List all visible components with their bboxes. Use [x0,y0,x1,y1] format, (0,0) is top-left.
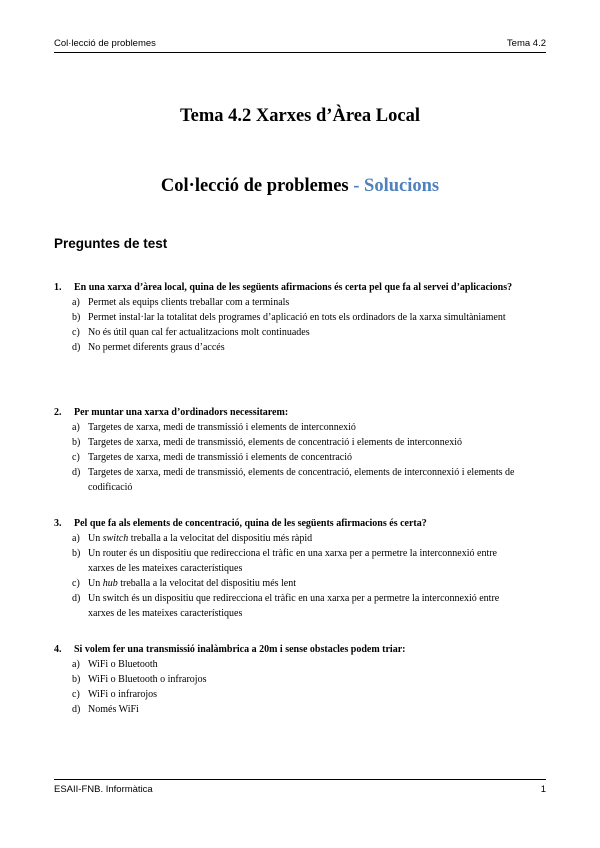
option-letter: a) [72,533,80,544]
page-header [54,36,546,53]
page-number: 1 [540,784,546,795]
option-a [54,295,522,310]
option-d [54,702,522,717]
header-doc-title: Col·lecció de problemes [54,38,156,49]
option-text: WiFi o infrarojos [88,689,158,700]
option-d [54,340,522,355]
section-title: Preguntes de test [54,236,168,251]
subtitle-solutions: - Solucions [353,176,440,196]
option-letter: a) [72,659,80,670]
option-a [54,420,522,435]
option-b [54,310,522,325]
option-term-italic: switch [102,533,129,544]
question-3 [54,516,522,621]
option-letter: c) [72,327,80,338]
option-letter: d) [72,593,81,604]
option-letter: b) [72,437,81,448]
question-2 [54,405,522,495]
page-subtitle [0,176,600,197]
option-b [54,672,522,687]
question-4 [54,642,522,717]
option-text: Un switch treballa a la velocitat del dispositiu més ràpid [88,533,313,544]
option-text: Targetes de xarxa, medi de transmissió, elements de concentració i elements de interconnexió [88,437,462,448]
option-text: Permet instal·lar la totalitat dels programes d’aplicació en tots els ordinadors de la xarxa simultàniament [88,312,506,323]
option-text: Targetes de xarxa, medi de transmissió i elements de concentració [88,452,353,463]
question-1 [54,280,522,355]
option-text: No és útil quan cal fer actualitzacions molt continuades [88,327,310,338]
option-letter: d) [72,342,81,353]
option-text: Permet als equips clients treballar com a terminals [88,297,290,308]
option-b [54,435,522,450]
question-number: 4. [54,644,62,655]
option-b [54,546,522,576]
option-c [54,687,522,702]
option-text: WiFi o Bluetooth [88,659,158,670]
option-text: Un router és un dispositiu que redirecciona el tràfic en una xarxa per a permetre la interconnexió entre xarxes de les mateixes característiques [88,548,497,574]
question-text: Per muntar una xarxa d’ordinadors necessitarem: [74,407,289,418]
option-text: WiFi o Bluetooth o infrarojos [88,674,207,685]
option-text: No permet diferents graus d’accés [88,342,225,353]
option-letter: d) [72,704,81,715]
option-text: Només WiFi [88,704,139,715]
option-letter: c) [72,452,80,463]
question-number: 1. [54,282,62,293]
option-a [54,531,522,546]
option-letter: a) [72,297,80,308]
option-letter: c) [72,578,80,589]
option-letter: b) [72,312,81,323]
option-d [54,465,522,495]
option-c [54,576,522,591]
question-text: Pel que fa als elements de concentració, quina de les següents afirmacions és certa? [74,518,427,529]
question-text: En una xarxa d’àrea local, quina de les següents afirmacions és certa pel que fa al servei d’aplicacions? [74,282,513,293]
option-c [54,325,522,340]
footer-course: ESAII-FNB. Informàtica [54,784,153,795]
option-text: Un hub treballa a la velocitat del dispositiu més lent [88,578,297,589]
option-term-italic: hub [102,578,118,589]
option-a [54,657,522,672]
option-c [54,450,522,465]
option-letter: b) [72,674,81,685]
question-number: 3. [54,518,62,529]
page-title: Tema 4.2 Xarxes d’Àrea Local [180,106,420,126]
option-letter: a) [72,422,80,433]
option-d [54,591,522,621]
option-text: Un switch és un dispositiu que redirecciona el tràfic en una xarxa per a permetre la interconnexió entre xarxes de les mateixes característiques [88,593,500,619]
option-text: Targetes de xarxa, medi de transmissió, elements de concentració, elements de interconnexió i elements de codificació [88,467,515,493]
option-text: Targetes de xarxa, medi de transmissió i elements de interconnexió [88,422,356,433]
page-footer [54,779,546,796]
subtitle-main: Col·lecció de problemes [160,176,349,196]
option-letter: c) [72,689,80,700]
option-letter: b) [72,548,81,559]
question-number: 2. [54,407,62,418]
option-letter: d) [72,467,81,478]
header-topic: Tema 4.2 [506,38,546,49]
question-text: Si volem fer una transmissió inalàmbrica a 20m i sense obstacles podem triar: [74,644,406,655]
